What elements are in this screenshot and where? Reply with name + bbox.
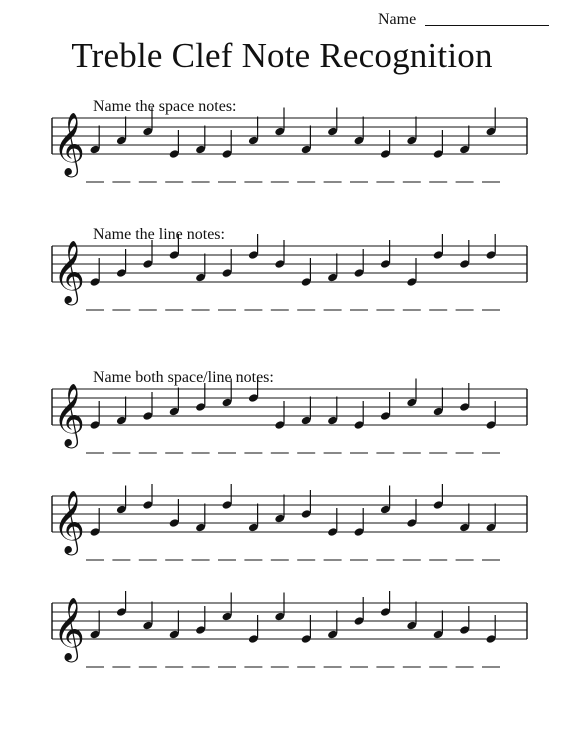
note-e	[380, 130, 391, 159]
name-answer-line[interactable]	[425, 25, 549, 26]
both-notes-label: Name both space/line notes:	[93, 369, 274, 386]
note-b	[301, 490, 312, 519]
note-b	[142, 240, 153, 269]
treble-clef-icon: 𝄞	[53, 490, 85, 553]
note-f	[195, 126, 206, 155]
note-c	[274, 108, 285, 137]
note-e	[327, 508, 338, 537]
note-c	[380, 486, 391, 515]
note-d	[221, 484, 232, 510]
note-c	[485, 108, 496, 137]
name-label: Name	[378, 11, 417, 28]
staff-both-notes-2	[0, 484, 564, 574]
note-f	[327, 611, 338, 640]
note-c	[327, 108, 338, 137]
note-a	[116, 117, 127, 146]
note-c	[221, 379, 232, 408]
note-b	[274, 240, 285, 269]
note-e	[485, 615, 496, 644]
note-f	[459, 126, 470, 155]
note-f	[195, 254, 206, 283]
note-b	[459, 240, 470, 269]
note-f	[327, 397, 338, 426]
note-d	[433, 484, 444, 510]
note-e	[433, 130, 444, 159]
note-g	[221, 249, 232, 278]
note-a	[406, 117, 417, 146]
treble-clef-icon: 𝄞	[53, 597, 85, 660]
treble-clef-icon: 𝄞	[53, 383, 85, 446]
note-b	[353, 597, 364, 626]
note-a	[353, 117, 364, 146]
note-b	[380, 240, 391, 269]
note-d	[142, 484, 153, 510]
note-g	[169, 499, 180, 528]
note-a	[406, 602, 417, 631]
note-d	[116, 591, 127, 617]
note-e	[169, 130, 180, 159]
note-e	[353, 401, 364, 430]
note-f	[301, 397, 312, 426]
note-d	[248, 377, 259, 403]
note-e	[248, 615, 259, 644]
note-f	[89, 611, 100, 640]
note-f	[433, 611, 444, 640]
note-f	[327, 254, 338, 283]
line-notes-label: Name the line notes:	[93, 226, 225, 243]
note-f	[169, 611, 180, 640]
note-e	[221, 130, 232, 159]
note-e	[89, 401, 100, 430]
note-f	[116, 397, 127, 426]
note-e	[301, 615, 312, 644]
note-a	[248, 117, 259, 146]
staff-both-notes-3	[0, 591, 564, 681]
note-f	[195, 504, 206, 533]
note-f	[485, 504, 496, 533]
note-e	[301, 258, 312, 287]
note-a	[274, 495, 285, 524]
note-d	[169, 234, 180, 260]
note-a	[142, 602, 153, 631]
note-f	[89, 126, 100, 155]
space-notes-label: Name the space notes:	[93, 98, 237, 115]
note-g	[116, 249, 127, 278]
note-e	[89, 258, 100, 287]
staff-space-notes	[0, 106, 564, 196]
note-d	[248, 234, 259, 260]
note-e	[406, 258, 417, 287]
note-d	[433, 234, 444, 260]
note-g	[406, 499, 417, 528]
note-b	[195, 383, 206, 412]
note-f	[248, 504, 259, 533]
note-g	[195, 606, 206, 635]
note-g	[142, 392, 153, 421]
note-g	[353, 249, 364, 278]
note-c	[116, 486, 127, 515]
note-e	[89, 508, 100, 537]
note-g	[459, 606, 470, 635]
note-c	[221, 593, 232, 622]
note-f	[459, 504, 470, 533]
note-e	[353, 508, 364, 537]
note-g	[380, 392, 391, 421]
treble-clef-icon: 𝄞	[53, 112, 85, 175]
note-a	[433, 388, 444, 417]
note-c	[406, 379, 417, 408]
staff-both-notes-1	[0, 377, 564, 467]
note-e	[485, 401, 496, 430]
note-a	[169, 388, 180, 417]
treble-clef-icon: 𝄞	[53, 240, 85, 303]
note-f	[301, 126, 312, 155]
note-d	[485, 234, 496, 260]
note-d	[380, 591, 391, 617]
worksheet-title: Treble Clef Note Recognition	[71, 36, 493, 75]
note-c	[142, 108, 153, 137]
staff-line-notes	[0, 234, 564, 324]
note-c	[274, 593, 285, 622]
note-e	[274, 401, 285, 430]
note-b	[459, 383, 470, 412]
